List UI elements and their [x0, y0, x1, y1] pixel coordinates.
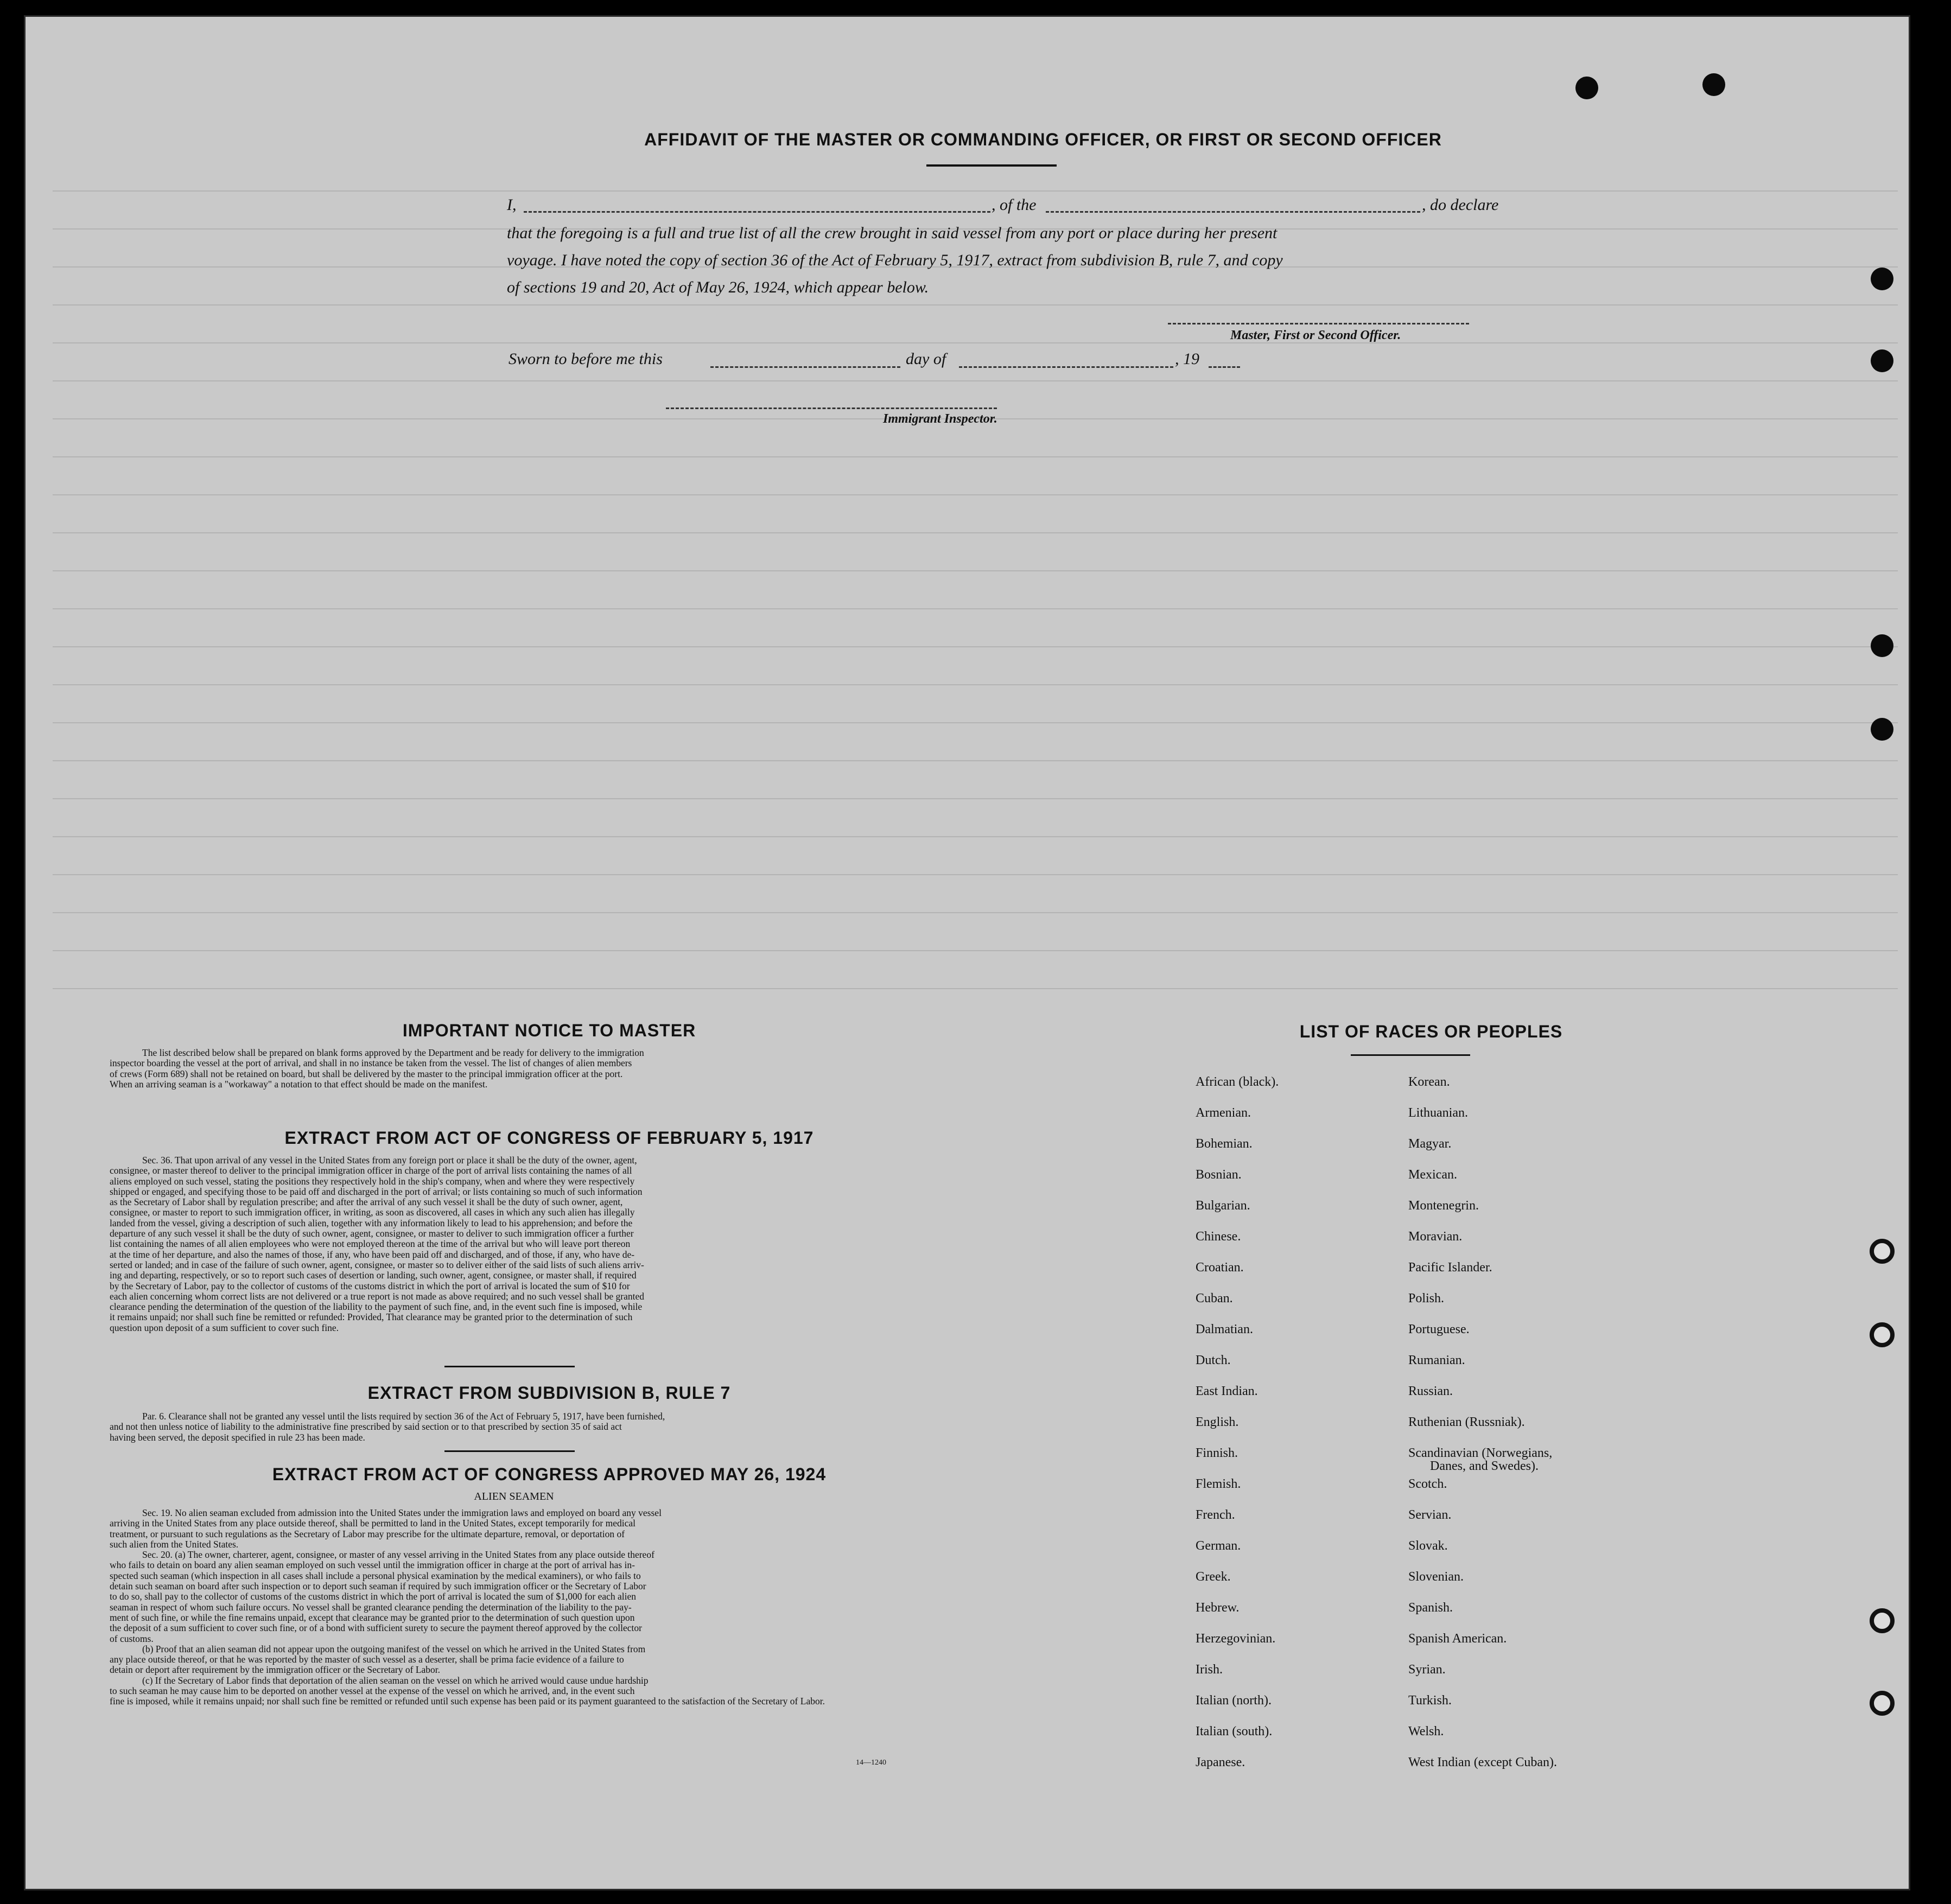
- race-item: Pacific Islander.: [1408, 1260, 1492, 1275]
- extract-1924-subtitle: ALIEN SEAMEN: [474, 1491, 554, 1502]
- race-item: Scotch.: [1408, 1477, 1447, 1491]
- inspector-signature-line: [666, 407, 997, 409]
- race-item: Cuban.: [1196, 1291, 1233, 1306]
- affidavit-statement-line3: of sections 19 and 20, Act of May 26, 1924, which appear below.: [507, 278, 929, 296]
- punch-hole: [1871, 718, 1893, 741]
- race-item: Rumanian.: [1408, 1353, 1465, 1367]
- races-title: LIST OF RACES OR PEOPLES: [1299, 1022, 1563, 1041]
- race-item: Ruthenian (Russniak).: [1408, 1415, 1525, 1429]
- race-item: Korean.: [1408, 1075, 1450, 1089]
- race-item: Bulgarian.: [1196, 1199, 1250, 1213]
- document-page: [24, 15, 1910, 1890]
- race-item: Japanese.: [1196, 1755, 1245, 1769]
- race-item: Montenegrin.: [1408, 1199, 1479, 1213]
- race-item: Irish.: [1196, 1663, 1223, 1677]
- race-item: Russian.: [1408, 1384, 1453, 1398]
- inspector-signature-label: Immigrant Inspector.: [883, 412, 997, 426]
- race-item: Lithuanian.: [1408, 1106, 1468, 1120]
- race-item: Finnish.: [1196, 1446, 1238, 1460]
- race-item: East Indian.: [1196, 1384, 1258, 1398]
- master-signature-label: Master, First or Second Officer.: [1230, 328, 1401, 342]
- race-item: Greek.: [1196, 1570, 1231, 1584]
- race-item: Italian (north).: [1196, 1693, 1272, 1708]
- race-item: Bosnian.: [1196, 1168, 1242, 1182]
- race-item: Bohemian.: [1196, 1137, 1253, 1151]
- race-item: Welsh.: [1408, 1724, 1444, 1739]
- name-blank: [524, 211, 990, 213]
- race-item: Portuguese.: [1408, 1322, 1470, 1336]
- race-item: Spanish American.: [1408, 1632, 1507, 1646]
- sworn-year-blank: [1209, 366, 1240, 368]
- sworn-month-blank: [959, 366, 1173, 368]
- punch-hole: [1870, 1691, 1895, 1716]
- races-title-rule: [1351, 1054, 1470, 1056]
- race-item: African (black).: [1196, 1075, 1279, 1089]
- punch-hole: [1871, 634, 1893, 657]
- race-item: West Indian (except Cuban).: [1408, 1755, 1557, 1769]
- race-item: Scandinavian (Norwegians,: [1408, 1446, 1553, 1460]
- race-item: Polish.: [1408, 1291, 1445, 1306]
- affidavit-title: AFFIDAVIT OF THE MASTER OR COMMANDING OFFICER, OR FIRST OR SECOND OFFICER: [644, 130, 1442, 149]
- year-label: , 19: [1175, 350, 1199, 368]
- punch-hole: [1871, 268, 1893, 290]
- race-item: Magyar.: [1408, 1137, 1452, 1151]
- race-item: Mexican.: [1408, 1168, 1457, 1182]
- race-item: Slovak.: [1408, 1539, 1448, 1553]
- affidavit-of-the-label: , of the: [992, 196, 1037, 214]
- day-of-label: day of: [906, 350, 946, 368]
- race-item: Slovenian.: [1408, 1570, 1464, 1584]
- race-item: Moravian.: [1408, 1230, 1463, 1244]
- race-item: Italian (south).: [1196, 1724, 1273, 1739]
- affidavit-statement-line2: voyage. I have noted the copy of section 36 of the Act of February 5, 1917, extract from subdivision B, rule 7, and copy: [507, 251, 1283, 269]
- sworn-label: Sworn to before me this: [509, 350, 663, 368]
- race-item: Servian.: [1408, 1508, 1452, 1522]
- race-item: Danes, and Swedes).: [1430, 1459, 1539, 1473]
- rule7-title: EXTRACT FROM SUBDIVISION B, RULE 7: [367, 1383, 731, 1403]
- race-item: French.: [1196, 1508, 1235, 1522]
- extract-1917-text: Sec. 36. That upon arrival of any vessel in the United States from any foreign port or place it shall be the duty of the owner, agent, consignee, or master thereof to deliver to the principal immigration officer in charge of the port of arrival lists containing the names of all aliens employed on such vessel, stating the positions they respectively hold in the ship's company, when and where they were respectively shipped or engaged, and specifying those to be paid off and discharged in the port of arrival; or lists containing so much of such information as the Secretary of Labor shall by regulation prescribe; and after the arrival of any such vessel it shall be the duty of such owner, agent, consignee, or master to report to such immigration officer, in writing, as soon as discovered, all cases in which any such alien has illegally landed from the vessel, giving a description of such alien, together with any information likely to lead to his apprehension; and before the departure of any such vessel it shall be the duty of such owner, agent, consignee, or master to deliver to such immigration officer a further list containing the names of all alien employees who were not employed thereon at the time of the arrival but who will leave port thereon at the time of her departure, and also the names of those, if any, who have been paid off and discharged, and of those, if any, who have de- serted or landed; and in case of the failure of such owner, agent, consignee, or master so to deliver either of the said lists of such aliens arriv- ing and departing, respectively, or so to report such cases of desertion or landing, such owner, agent, consignee, or master shall, if required by the Secretary of Labor, pay to the collector of customs of the customs district in which the port of arrival is located the sum of $10 for each alien concerning whom correct lists are not delivered or a true report is not made as above required; and no such vessel shall be granted clearance pending the determination of the question of the liability to the payment of such fine, and, in the event such fine is imposed, while it remains unpaid; nor shall such fine be remitted or refunded: Provided, That clearance may be granted prior to the determination of such question upon deposit of a sum sufficient to cover such fine.: [110, 1155, 644, 1333]
- race-item: Chinese.: [1196, 1230, 1241, 1244]
- race-item: Hebrew.: [1196, 1601, 1240, 1615]
- punch-hole: [1702, 73, 1725, 96]
- affidavit-declare-label: , do declare: [1422, 196, 1499, 214]
- race-item: English.: [1196, 1415, 1239, 1429]
- punch-hole: [1870, 1608, 1895, 1633]
- vessel-blank: [1046, 211, 1420, 213]
- race-item: Dutch.: [1196, 1353, 1231, 1367]
- affidavit-i-label: I,: [507, 196, 517, 214]
- affidavit-statement-line1: that the foregoing is a full and true list of all the crew brought in said vessel from any port or place during her present: [507, 224, 1278, 242]
- race-item: Croatian.: [1196, 1260, 1244, 1275]
- punch-hole: [1870, 1322, 1895, 1347]
- extract-1924-title: EXTRACT FROM ACT OF CONGRESS APPROVED MAY 26, 1924: [272, 1464, 827, 1484]
- race-item: Dalmatian.: [1196, 1322, 1253, 1336]
- section-rule: [444, 1366, 575, 1367]
- form-number: 14—1240: [856, 1759, 886, 1767]
- rule7-text: Par. 6. Clearance shall not be granted any vessel until the lists required by section 36 of the Act of February 5, 1917, have been furnished, and not then unless notice of liability to the administrative fine prescribed by said section or to that prescribed by section 35 of said act having been served, the deposit specified in rule 23 has been made.: [110, 1411, 665, 1443]
- extract-1924-text: Sec. 19. No alien seaman excluded from admission into the United States under the immigration laws and employed on board any vessel arriving in the United States from any place outside thereof, shall be permitted to land in the United States, except temporarily for medical treatment, or pursuant to such regulations as the Secretary of Labor may prescribe for the ultimate departure, removal, or deportation of such alien from the United States. Sec. 20. (a) The owner, charterer, agent, consignee, or master of any vessel arriving in the United States from any place outside thereof who fails to detain on board any alien seaman employed on such vessel until the immigration officer in charge at the port of arrival has in- spected such seaman (which inspection in all cases shall include a personal physical examination by the medical examiners), or who fails to detain such seaman on board after such inspection or to deport such seaman if required by such immigration officer or the Secretary of Labor to do so, shall pay to the collector of customs of the customs district in which the port of arrival is located the sum of $1,000 for each alien seaman in respect of whom such failure occurs. No vessel shall be granted clearance pending the determination of the liability to the pay- ment of such fine, or while the fine remains unpaid, except that clearance may be granted prior to the determination of such question upon the deposit of a sum sufficient to cover such fine, or of a bond with sufficient surety to secure the payment thereof approved by the collector of customs. (b) Proof that an alien seaman did not appear upon the outgoing manifest of the vessel on which he arrived in the United States from any place outside thereof, or that he was reported by the master of such vessel as a deserter, shall be prima facie evidence of a failure to detain or deport after requirement by the immigration officer or the Secretary of Labor. (c) If the Secretary of Labor finds that deportation of the alien seaman on the vessel on which he arrived would cause undue hardship to such seaman he may cause him to be deported on another vessel at the expense of the vessel on which he arrived, and, in the event such fine is imposed, while it remains unpaid; nor shall such fine be remitted or refunded until such expense has been paid or its payment guaranteed to the satisfaction of the Secretary of Labor.: [110, 1507, 825, 1707]
- title-rule: [926, 164, 1057, 167]
- race-item: Flemish.: [1196, 1477, 1241, 1491]
- race-item: Syrian.: [1408, 1663, 1446, 1677]
- race-item: Herzegovinian.: [1196, 1632, 1276, 1646]
- notice-text: The list described below shall be prepared on blank forms approved by the Department and be ready for delivery to the immigration inspector boarding the vessel at the port of arrival, and shall in no instance be taken from the vessel. The list of changes of alien members of crews (Form 689) shall not be retained on board, but shall be delivered by the master to the principal immigration officer at the port. When an arriving seaman is a "workaway" a notation to that effect should be made on the manifest.: [110, 1047, 644, 1090]
- race-item: Spanish.: [1408, 1601, 1453, 1615]
- notice-title: IMPORTANT NOTICE TO MASTER: [402, 1021, 696, 1040]
- punch-hole: [1871, 349, 1893, 372]
- race-item: Turkish.: [1408, 1693, 1452, 1708]
- master-signature-line: [1168, 323, 1469, 324]
- extract-1917-title: EXTRACT FROM ACT OF CONGRESS OF FEBRUARY 5, 1917: [284, 1128, 814, 1148]
- punch-hole: [1870, 1239, 1895, 1264]
- race-item: German.: [1196, 1539, 1241, 1553]
- race-item: Armenian.: [1196, 1106, 1251, 1120]
- punch-hole: [1575, 77, 1598, 99]
- section-rule: [444, 1450, 575, 1452]
- sworn-day-blank: [710, 366, 900, 368]
